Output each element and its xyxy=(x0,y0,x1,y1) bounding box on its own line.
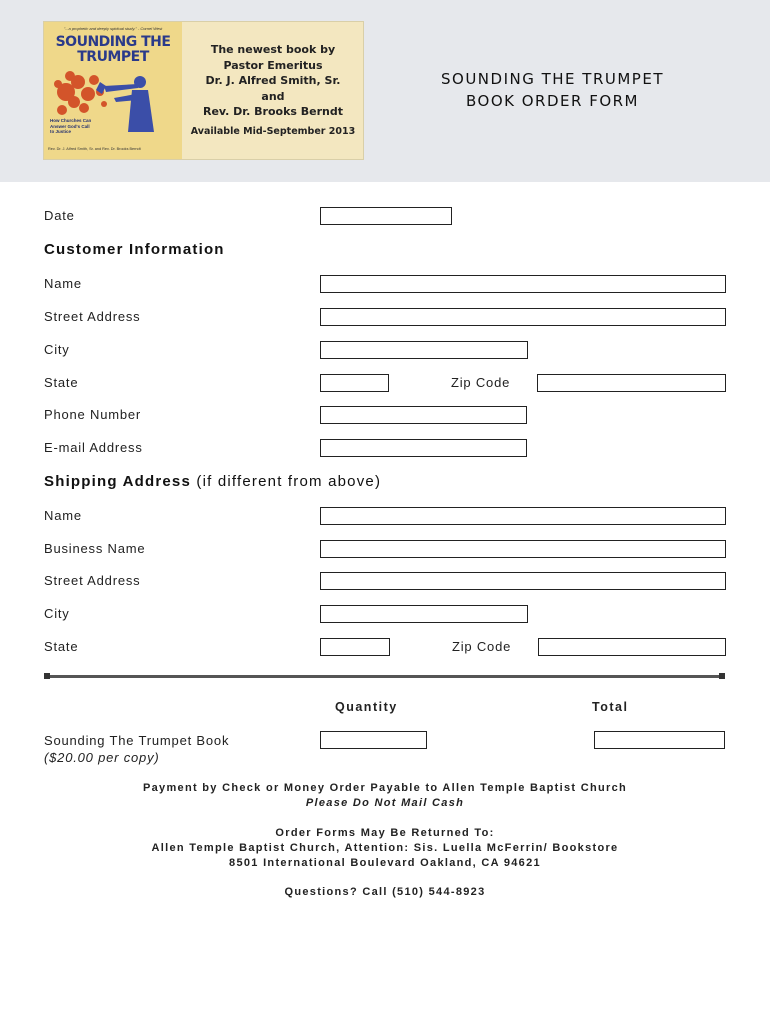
customer-city-label: City xyxy=(44,342,70,357)
book-title xyxy=(50,35,176,65)
customer-name-label: Name xyxy=(44,276,82,291)
book-quote: "...a prophetic and deeply spiritual study." - Cornel West xyxy=(63,26,163,31)
shipping-name-field[interactable] xyxy=(320,507,726,525)
total-column-header: Total xyxy=(592,700,629,714)
customer-street-field[interactable] xyxy=(320,308,726,326)
return-address-line1: Allen Temple Baptist Church, Attention: Sis. Luella McFerrin/ Bookstore xyxy=(151,842,619,854)
shipping-city-label: City xyxy=(44,606,70,621)
shipping-zip-label: Zip Code xyxy=(452,639,512,654)
customer-name-field[interactable] xyxy=(320,275,726,293)
divider-end-left xyxy=(44,673,50,679)
customer-info-heading xyxy=(44,241,225,258)
customer-email-label: E-mail Address xyxy=(44,440,143,455)
shipping-heading-text: Shipping Address xyxy=(44,473,191,490)
banner-announcement xyxy=(184,42,362,139)
customer-zip-label: Zip Code xyxy=(451,375,511,390)
book-title-line2: TRUMPET xyxy=(77,49,149,65)
form-title-line2: BOOK ORDER FORM xyxy=(466,92,639,110)
section-divider xyxy=(46,675,724,678)
shipping-business-label: Business Name xyxy=(44,541,146,556)
order-item-price: ($20.00 per copy) xyxy=(44,750,160,765)
shipping-zip-field[interactable] xyxy=(538,638,726,656)
form-title xyxy=(395,68,710,112)
book-cover xyxy=(44,22,182,159)
return-address-line2: 8501 International Boulevard Oakland, CA 94621 xyxy=(229,857,541,869)
shipping-name-label: Name xyxy=(44,508,82,523)
form-title-line1: SOUNDING THE TRUMPET xyxy=(441,70,664,88)
customer-state-label: State xyxy=(44,375,79,390)
book-title-line1: SOUNDING THE xyxy=(55,34,171,50)
return-heading: Order Forms May Be Returned To: xyxy=(275,827,495,839)
banner-line: and xyxy=(261,89,285,103)
customer-street-label: Street Address xyxy=(44,309,141,324)
book-authors: Rev. Dr. J. Alfred Smith, Sr. and Rev. Dr. Brooks Berndt xyxy=(48,147,141,151)
customer-zip-field[interactable] xyxy=(537,374,726,392)
customer-email-field[interactable] xyxy=(320,439,527,457)
quantity-column-header: Quantity xyxy=(335,700,398,714)
banner-availability: Available Mid-September 2013 xyxy=(190,125,356,137)
customer-phone-field[interactable] xyxy=(320,406,527,424)
no-cash-notice: Please Do Not Mail Cash xyxy=(305,797,465,809)
date-label: Date xyxy=(44,208,75,223)
order-item-label: Sounding The Trumpet Book xyxy=(44,733,230,748)
date-field[interactable] xyxy=(320,207,452,225)
book-banner xyxy=(43,21,364,160)
shipping-city-field[interactable] xyxy=(320,605,528,623)
shipping-address-heading xyxy=(44,473,381,490)
banner-line: Dr. J. Alfred Smith, Sr. xyxy=(205,74,341,87)
banner-line: The newest book by xyxy=(210,43,336,56)
customer-city-field[interactable] xyxy=(320,341,528,359)
banner-line: Pastor Emeritus xyxy=(223,58,323,72)
customer-info-heading-text: Customer Information xyxy=(44,241,225,258)
customer-phone-label: Phone Number xyxy=(44,407,142,422)
questions-contact: Questions? Call (510) 544-8923 xyxy=(284,886,486,898)
shipping-state-field[interactable] xyxy=(320,638,390,656)
payment-instructions: Payment by Check or Money Order Payable to Allen Temple Baptist Church xyxy=(142,782,628,794)
shipping-state-label: State xyxy=(44,639,79,654)
shipping-street-field[interactable] xyxy=(320,572,726,590)
divider-end-right xyxy=(719,673,725,679)
shipping-street-label: Street Address xyxy=(44,573,141,588)
customer-state-field[interactable] xyxy=(320,374,389,392)
shipping-heading-note: (if different from above) xyxy=(191,473,382,490)
quantity-field[interactable] xyxy=(320,731,427,749)
book-subtitle: How Churches Can Answer God's Call to Justice xyxy=(50,118,92,134)
total-field[interactable] xyxy=(594,731,725,749)
banner-line: Rev. Dr. Brooks Berndt xyxy=(202,105,344,118)
shipping-business-field[interactable] xyxy=(320,540,726,558)
